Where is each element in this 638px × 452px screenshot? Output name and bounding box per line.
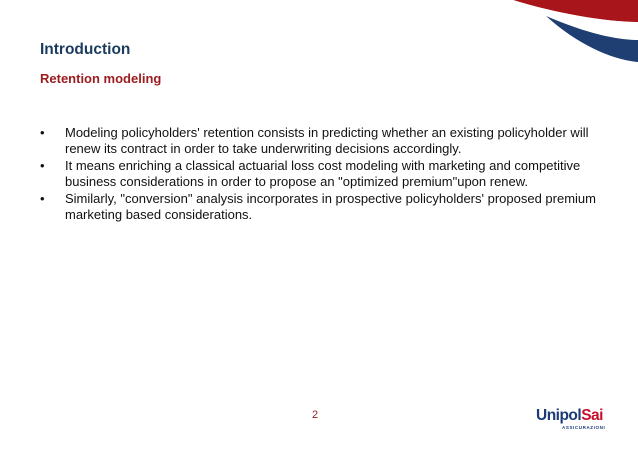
bullet-text: Modeling policyholders' retention consists in predicting whether an existing policyholder will renew its contract in order to take underwriting decisions accordingly. — [65, 125, 589, 156]
logo-tagline: ASSICURAZIONI — [562, 425, 606, 430]
logo-wordmark-part-a: Unipol — [536, 407, 582, 424]
slide-title: Introduction — [40, 41, 131, 58]
company-logo — [536, 407, 614, 433]
bullet-item — [36, 158, 596, 189]
bullet-item — [36, 125, 596, 156]
bullet-item — [36, 191, 596, 222]
page-number: 2 — [312, 409, 319, 421]
bullet-marker: • — [40, 125, 45, 140]
logo-wordmark — [536, 407, 603, 425]
decorative-swoosh — [438, 0, 638, 62]
bullet-marker: • — [40, 191, 45, 207]
bullet-text: It means enriching a classical actuarial loss cost modeling with marketing and competitive business considerations in order to propose an "optimized premium"upon renew. — [65, 158, 581, 189]
slide-subtitle: Retention modeling — [40, 71, 162, 86]
logo-wordmark-part-b: Sai — [581, 407, 603, 424]
bullet-marker: • — [40, 158, 45, 174]
bullet-text: Similarly, "conversion" analysis incorporates in prospective policyholders' proposed premium marketing based considerations. — [65, 191, 596, 222]
bullet-list — [36, 125, 596, 225]
